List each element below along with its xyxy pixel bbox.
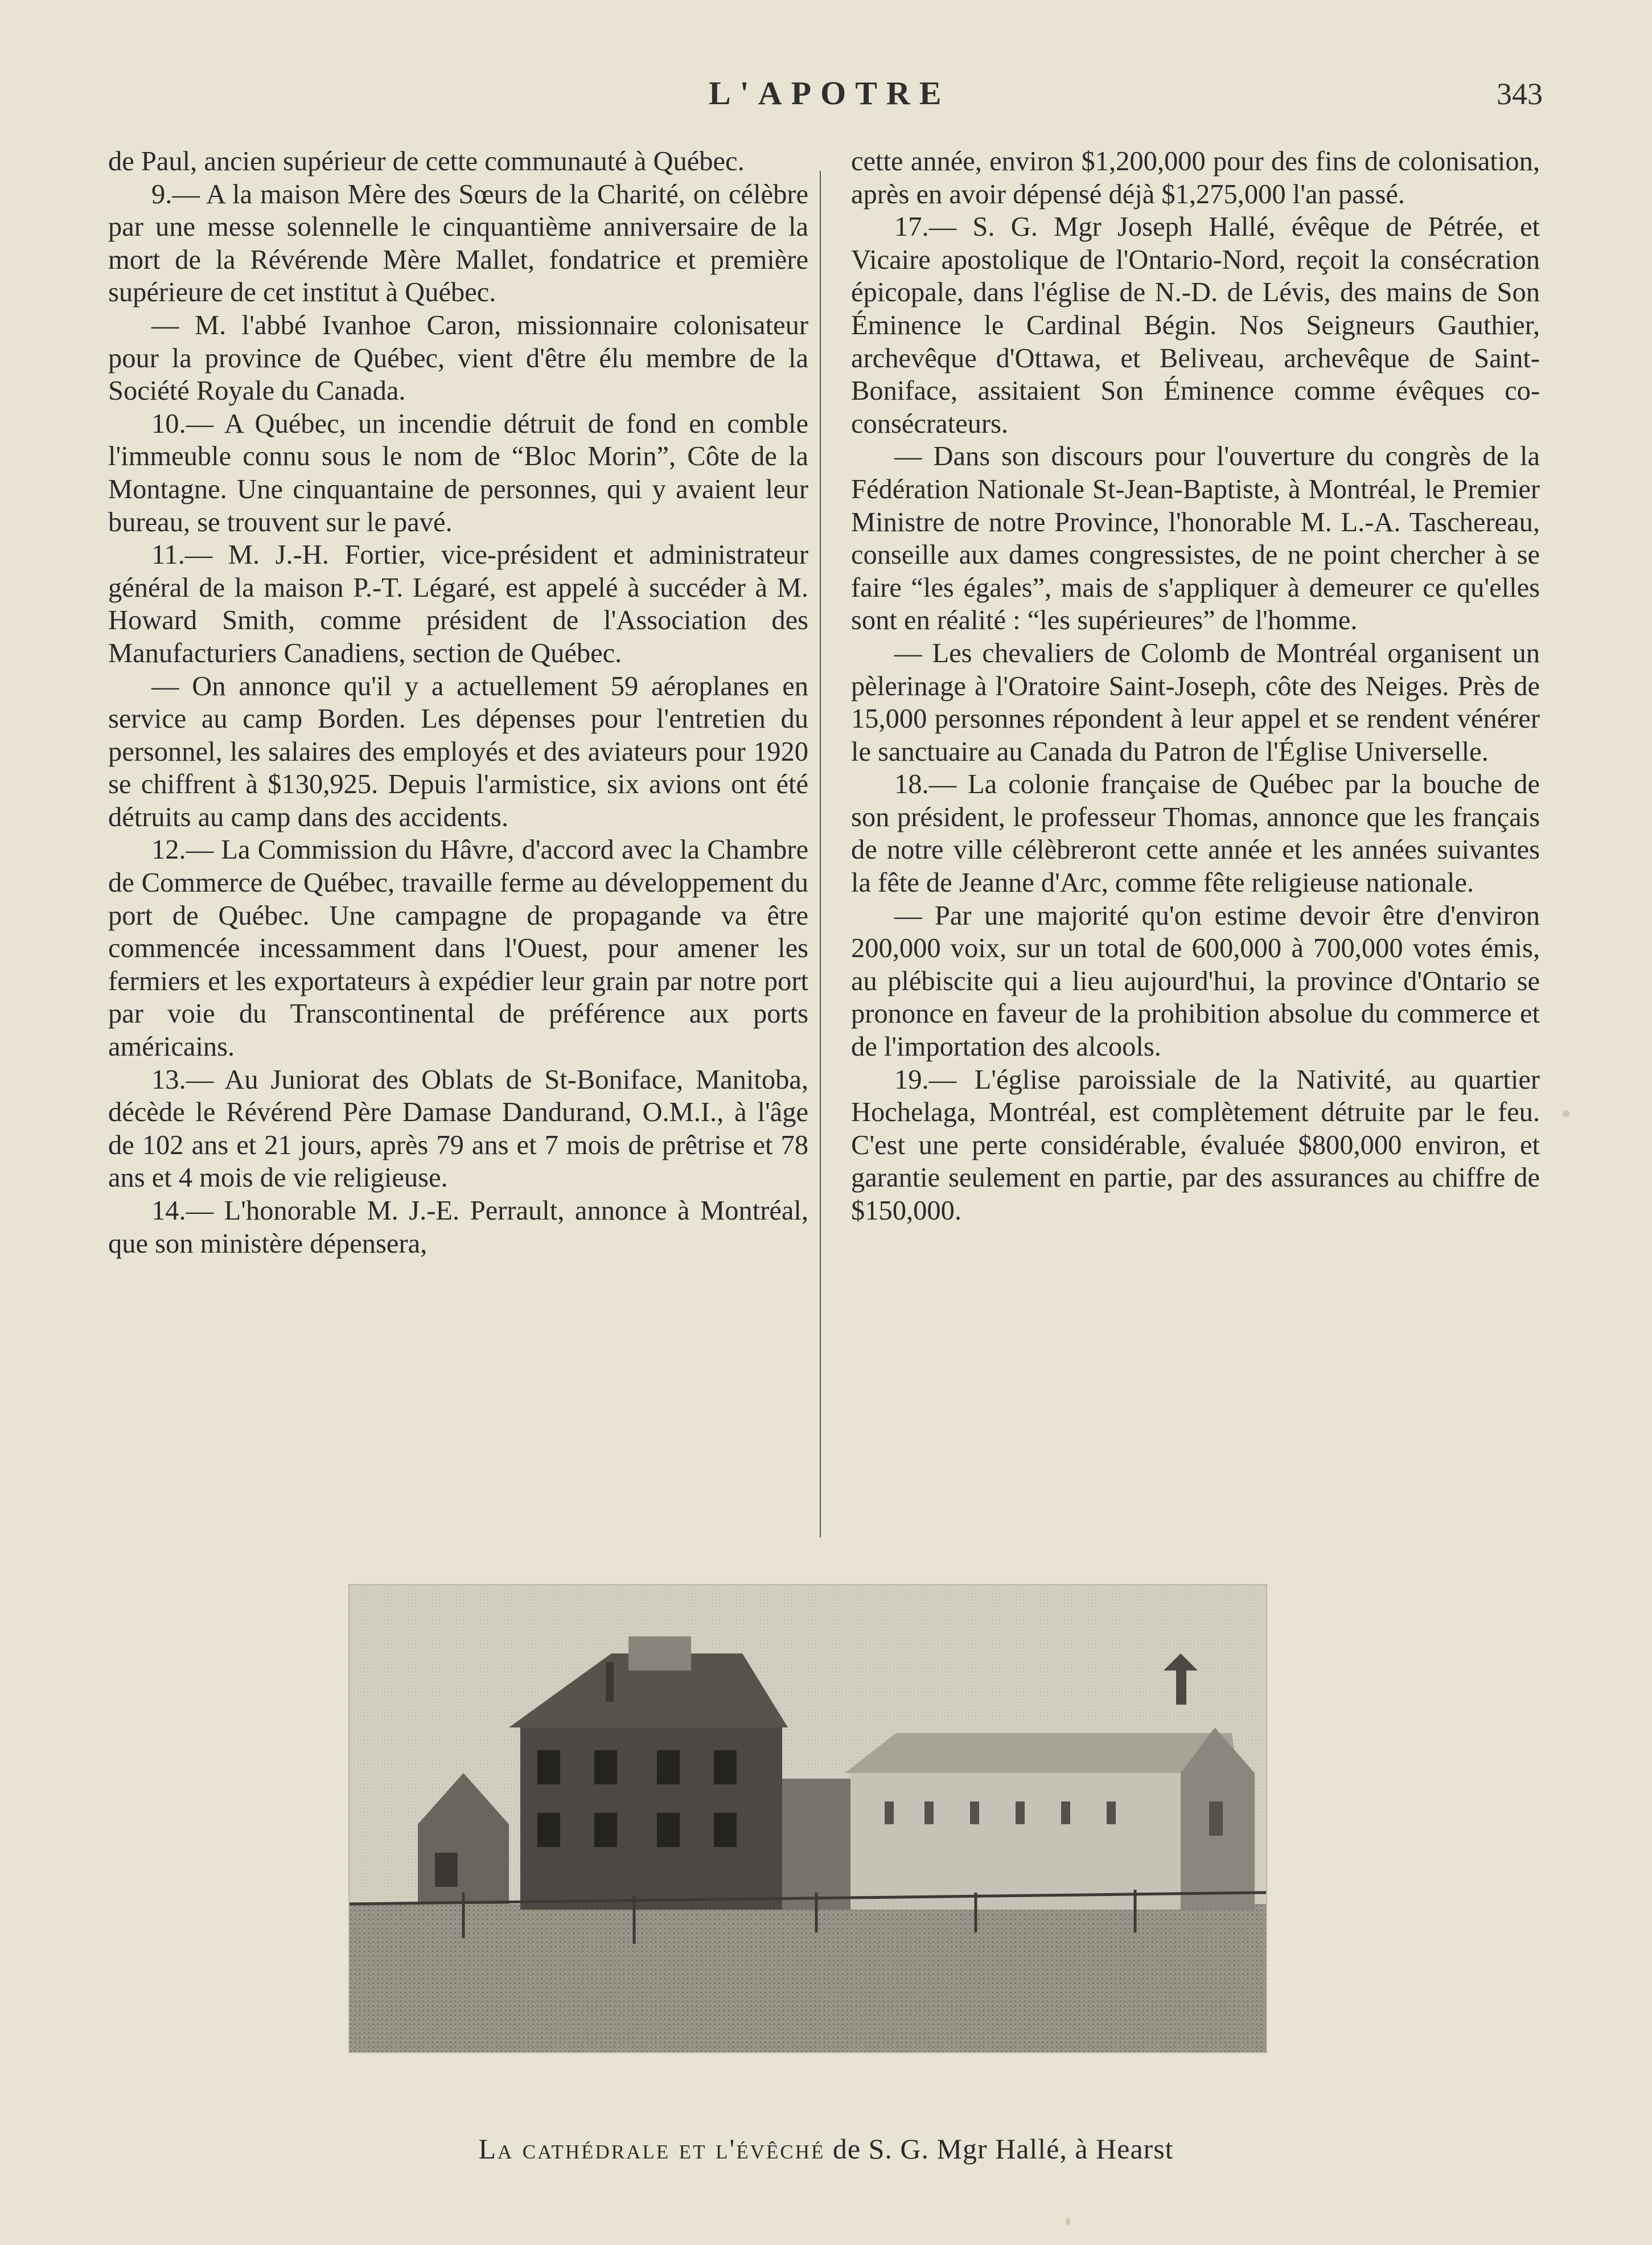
paper-speck [1066, 2218, 1070, 2226]
photo-caption [0, 2132, 1652, 2165]
left-column [108, 145, 808, 1260]
news-item: — Par une majorité qu'on estime devoir être d'environ 200,000 voix, sur un total de 600,000 à 700,000 votes émis, au plébiscite qui a lieu aujourd'hui, la province d'Ontario se prononce en faveur de la prohibition absolue du commerce et de l'importation des alcools. [851, 900, 1540, 1062]
news-item: 18.— La colonie française de Québec par la bouche de son président, le professeur Thomas, annonce que les français de notre ville célèbreront cette année et les années suivantes la fête de Jeanne d'Arc, comme fête religieuse nationale. [851, 769, 1540, 898]
news-item: 13.— Au Juniorat des Oblats de St-Boniface, Manitoba, décède le Révérend Père Damase Dandurand, O.M.I., à l'âge de 102 ans et 21 jours, après 79 ans et 7 mois de prêtrise et 78 ans et 4 mois de vie religieuse. [108, 1064, 808, 1193]
caption-rest: de S. G. Mgr Hallé, à Hearst [825, 2133, 1174, 2165]
continued-paragraph: de Paul, ancien supérieur de cette communauté à Québec. [108, 146, 745, 177]
news-item: 11.— M. J.-H. Fortier, vice-président et administrateur général de la maison P.-T. Légaré, est appelé à succéder à M. Howard Smith, comme président de l'Association des Manufacturiers Canadiens, section de Québec. [108, 540, 808, 668]
cathedral-photograph [348, 1584, 1267, 2053]
continued-paragraph: cette année, environ $1,200,000 pour des fins de colonisation, après en avoir dépensé déjà $1,275,000 l'an passé. [851, 146, 1540, 210]
paper-speck [1563, 1110, 1569, 1117]
news-item: — Les chevaliers de Colomb de Montréal organisent un pèlerinage à l'Oratoire Saint-Joseph, côte des Neiges. Près de 15,000 personnes répondent à leur appel et se rendent vénérer le sanctuaire au Canada du Patron de l'Église Universelle. [851, 638, 1540, 767]
news-item: 14.— L'honorable M. J.-E. Perrault, annonce à Montréal, que son ministère dépensera, [108, 1196, 808, 1259]
news-item: 12.— La Commission du Hâvre, d'accord avec la Chambre de Commerce de Québec, travaille ferme au développement du port de Québec. Une campagne de propagande va être commencée incessamment dans l'Ouest, pour amener les fermiers et les exportateurs à expédier leur grain par notre port par voie du Transcontinental de préférence aux ports américains. [108, 835, 808, 1062]
news-item: — M. l'abbé Ivanhoe Caron, missionnaire colonisateur pour la province de Québec, vient d'être élu membre de la Société Royale du Canada. [108, 310, 808, 407]
column-divider [820, 171, 821, 1537]
news-item: — On annonce qu'il y a actuellement 59 aéroplanes en service au camp Borden. Les dépenses pour l'entretien du personnel, les salaires des employés et des aviateurs pour 1920 se chiffrent à $130,925. Depuis l'armistice, six avions ont été détruits au camp dans des accidents. [108, 671, 808, 832]
page-header [0, 74, 1652, 120]
caption-smallcaps: La cathédrale et l'évêché [478, 2133, 825, 2165]
news-item: 10.— A Québec, un incendie détruit de fond en comble l'immeuble connu sous le nom de “Bloc Morin”, Côte de la Montagne. Une cinquantaine de personnes, qui y avaient leur bureau, se trouvent sur le pavé. [108, 408, 808, 537]
news-item: 17.— S. G. Mgr Joseph Hallé, évêque de Pétrée, et Vicaire apostolique de l'Ontario-Nord, reçoit la consécration épicopale, dans l'église de N.-D. de Lévis, des mains de Son Éminence le Cardinal Bégin. Nos Seigneurs Gauthier, archevêque d'Ottawa, et Beliveau, archevêque de Saint-Boniface, assitaient Son Éminence comme évêques co-consécrateurs. [851, 212, 1540, 439]
news-item: 19.— L'église paroissiale de la Nativité, au quartier Hochelaga, Montréal, est complètement détruite par le feu. C'est une perte considérable, évaluée $800,000 environ, et garantie seulement en partie, par des assurances au chiffre de $150,000. [851, 1064, 1540, 1226]
news-item: 9.— A la maison Mère des Sœurs de la Charité, on célèbre par une messe solennelle le cinquantième anniversaire de la mort de la Révérende Mère Mallet, fondatrice et première supérieure de cet institut à Québec. [108, 179, 808, 308]
running-title: L'APOTRE [709, 75, 951, 112]
news-item: — Dans son discours pour l'ouverture du congrès de la Fédération Nationale St-Jean-Baptiste, à Montréal, le Premier Ministre de notre Province, l'honorable M. L.-A. Taschereau, conseille aux dames congressistes, de ne point chercher à se faire “les égales”, mais de s'appliquer à demeurer ce qu'elles sont en réalité : “les supérieures” de l'homme. [851, 441, 1540, 636]
right-column [851, 145, 1540, 1228]
cathedral-photo-illustration [350, 1585, 1266, 2052]
page-number: 343 [1497, 77, 1543, 111]
